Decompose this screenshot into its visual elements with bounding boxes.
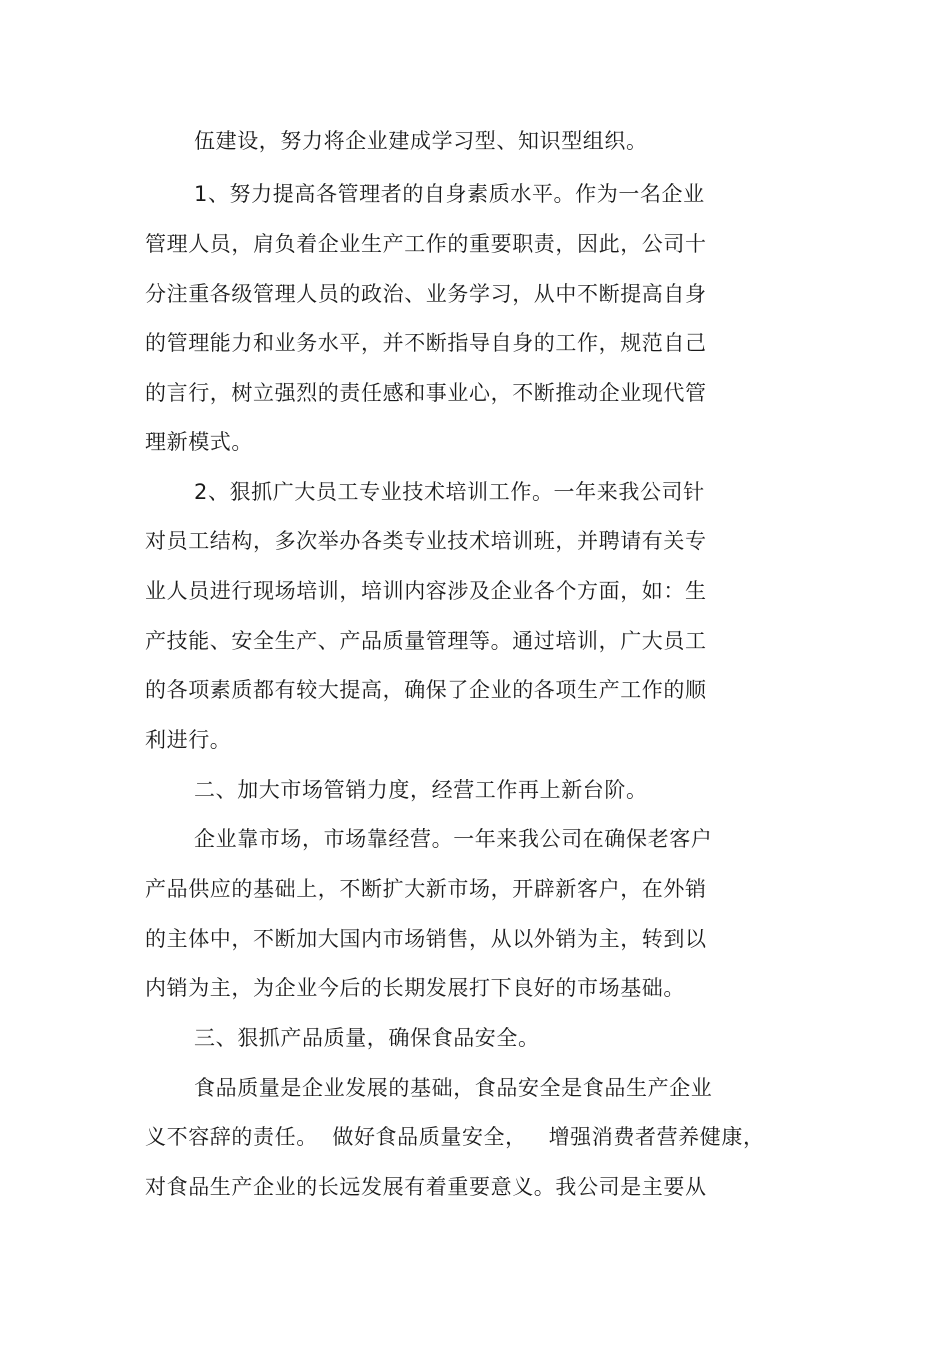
text-line: 食品质量是企业发展的基础，食品安全是食品生产企业 — [194, 1076, 713, 1100]
text-line: 业人员进行现场培训，培训内容涉及企业各个方面，如：生 — [145, 579, 707, 603]
text-line: 产品供应的基础上，不断扩大新市场，开辟新客户，在外销 — [145, 877, 707, 901]
text-line: 的主体中，不断加大国内市场销售，从以外销为主，转到以 — [145, 927, 707, 951]
text-line: 内销为主，为企业今后的长期发展打下良好的市场基础。 — [145, 976, 685, 1000]
text-line: 的各项素质都有较大提高，确保了企业的各项生产工作的顺 — [145, 678, 707, 702]
section-heading: 三、狠抓产品质量，确保食品安全。 — [194, 1026, 540, 1050]
text-line: 利进行。 — [145, 728, 232, 752]
text-line: 产技能、安全生产、产品质量管理等。通过培训，广大员工 — [145, 629, 707, 653]
text-line: 理新模式。 — [145, 430, 253, 454]
text-line: 对员工结构，多次举办各类专业技术培训班，并聘请有关专 — [145, 529, 707, 553]
text-line: 对食品生产企业的长远发展有着重要意义。我公司是主要从 — [145, 1175, 707, 1199]
text-line: 管理人员，肩负着企业生产工作的重要职责，因此，公司十 — [145, 232, 707, 256]
text-line: 伍建设，努力将企业建成学习型、知识型组织。 — [194, 129, 648, 153]
text-line: 企业靠市场，市场靠经营。一年来我公司在确保老客户 — [194, 827, 713, 851]
text-line: 义不容辞的责任。 做好食品质量安全， 增强消费者营养健康， — [145, 1125, 765, 1149]
text-line: 2、狠抓广大员工专业技术培训工作。一年来我公司针 — [194, 480, 705, 504]
section-heading: 二、加大市场管销力度，经营工作再上新台阶。 — [194, 778, 648, 802]
text-line: 分注重各级管理人员的政治、业务学习，从中不断提高自身 — [145, 282, 707, 306]
text-line: 的管理能力和业务水平，并不断指导自身的工作，规范自己 — [145, 331, 707, 355]
text-line: 1、努力提高各管理者的自身素质水平。作为一名企业 — [194, 182, 705, 206]
text-line: 的言行，树立强烈的责任感和事业心，不断推动企业现代管 — [145, 381, 707, 405]
